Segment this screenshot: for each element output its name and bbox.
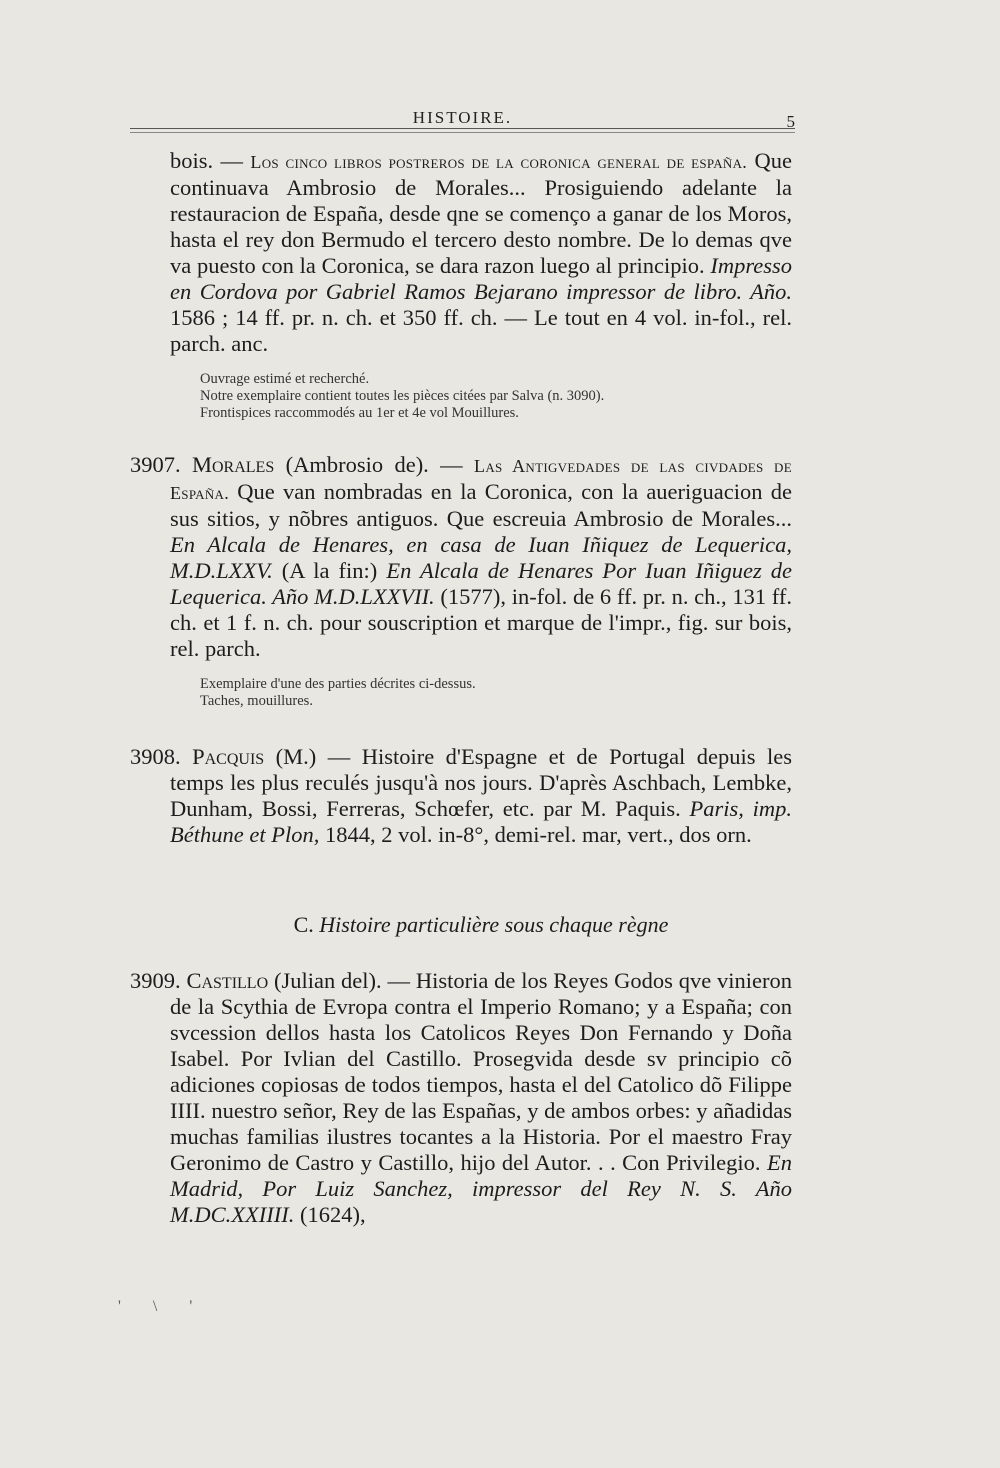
entry-title: Las Antigvedades de las civdades de España. [170,456,792,503]
entry-text: bois. — [170,148,251,173]
entry-imprint-colophon: En Alcala de Henares Por Iuan Iñiguez de Lequerica. Año M.D.LXXVII. [170,558,793,609]
entry-3908 [130,744,792,848]
entry-text: Histoire d'Espagne et de Portugal depuis les temps les plus reculés jusqu'à nos jours. D'après Aschbach, Lembke, Dunham, Bossi, Ferreras, Schœfer, etc. par M. Paquis. [170,744,792,821]
entry-3906-notes [130,371,792,422]
entry-author-rest: (M.) — [264,744,362,769]
note-line: Frontispices raccommodés au 1er et 4e vol Mouillures. [200,405,519,421]
note-line: Notre exemplaire contient toutes les pièces citées par Salva (n. 3090). [200,388,605,404]
entry-author: Pacquis [192,744,265,769]
note-line: Exemplaire d'une des parties décrites ci-dessus. [200,676,476,692]
header-rule [130,128,795,129]
entry-text: Que van nombradas en la Coronica, con la aueriguacion de sus sitios, y nõbres antiguos. Que escreuia Ambrosio de Morales... [170,479,792,531]
entry-3909 [130,968,792,1228]
entry-author-rest: (Ambrosio de). — [274,452,475,477]
entry-imprint: Paris, imp. Béthune et Plon, [170,796,792,847]
margin-marks: ' \ ' [118,1298,207,1315]
entry-imprint: En Alcala de Henares, en casa de Iuan Iñiquez de Lequerica, M.D.LXXV. [170,532,792,583]
note-line: Taches, mouillures. [200,693,313,709]
entry-imprint: En Madrid, Por Luiz Sanchez, impressor del Rey N. S. Año M.DC.XXIIII. [170,1150,792,1227]
entry-text: (A la fin:) [272,558,387,583]
header-rule-secondary [130,132,795,133]
entry-author: Castillo [186,968,269,993]
entry-text: Que continuava Ambrosio de Morales... Prosiguiendo adelante la restauracion de España, desde qne se començo a ganar de los Moros, hasta el rey don Bermudo el tercero desto nombre. De lo demas qve va puesto con la Coronica, se dara razon luego al principio. [170,148,792,278]
entry-number: 3907. [130,452,181,477]
entry-number: 3908. [130,744,181,769]
entry-collation: 1586 ; 14 ff. pr. n. ch. et 350 ff. ch. — Le tout en 4 vol. in-fol., rel. parch. anc. [170,305,792,356]
page-number: 5 [786,112,795,131]
running-head-title: HISTOIRE. [412,108,513,127]
entry-author-rest: (Julian del). — [268,968,416,993]
entry-collation: 1844, 2 vol. in-8°, demi-rel. mar, vert., dos orn. [319,822,752,847]
entry-collation: (1577), in-fol. de 6 ff. pr. n. ch., 131 ff. ch. et 1 f. n. ch. pour souscription et marque de l'impr., fig. sur bois, rel. parch. [170,584,792,661]
running-head [130,104,795,134]
section-heading [130,912,792,938]
section-letter: C. [293,912,314,937]
entry-number: 3909. [130,968,181,993]
entry-title: Los cinco libros postreros de la coronica general de españa. [250,152,748,172]
entry-3907 [130,452,792,662]
entry-imprint: Impresso en Cordova por Gabriel Ramos Bejarano impressor de libro. Año. [170,253,792,304]
section-title: Histoire particulière sous chaque règne [319,912,669,937]
entry-collation: (1624), [294,1202,366,1227]
entry-3907-notes [130,676,792,710]
entry-author: Morales [192,452,275,477]
entry-3906-continuation [130,148,792,357]
entry-text: Historia de los Reyes Godos qve vinieron de la Scythia de Evropa contra el Imperio Romano; y a España; con svcession dellos hasta los Catolicos Reyes Don Fernando y Doña Isabel. Por Ivlian del Castillo. Prosegvida desde sv principio cõ adiciones copiosas de todos tiempos, hasta el del Catolico dõ Filippe IIII. nuestro señor, Rey de las Españas, y de ambos orbes: y añadidas muchas familias ilustres tocantes a la Historia. Por el maestro Fray Geronimo de Castro y Castillo, hijo del Autor. . . Con Privilegio. [170,968,793,1175]
note-line: Ouvrage estimé et recherché. [200,371,370,387]
text-column [130,148,792,1228]
